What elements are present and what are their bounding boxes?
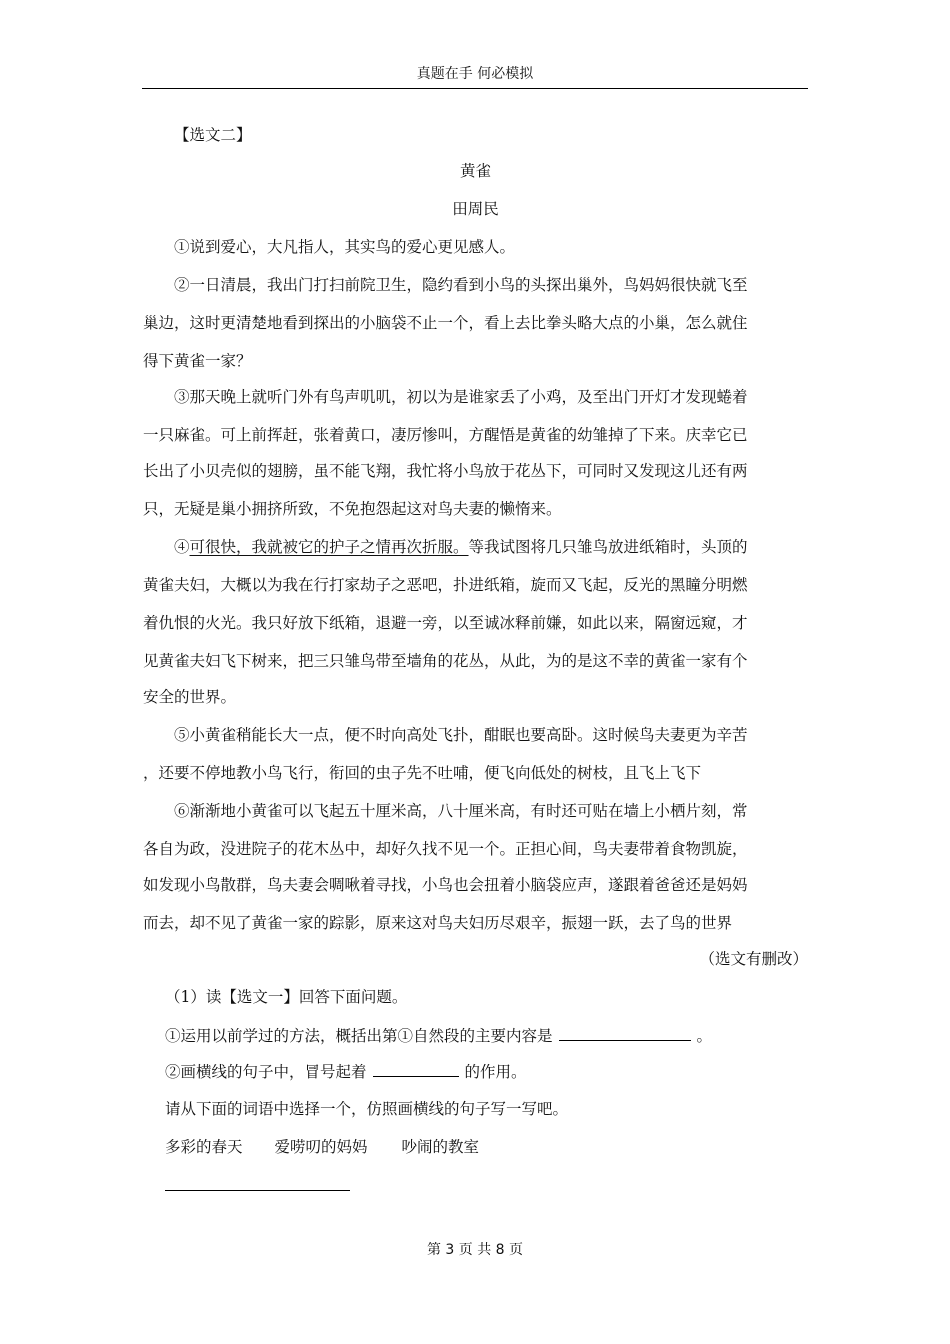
paragraph-3-line: 长出了小贝壳似的翅膀，虽不能飞翔，我忙将小鸟放于花丛下，可同时又发现这儿还有两 (143, 462, 748, 480)
paragraph-4-line: 着仇恨的火光。我只好放下纸箱，退避一旁，以至诚冰释前嫌，如此以来，隔窗远窥，才 (143, 614, 748, 632)
paragraph-2-line: 得下黄雀一家？ (143, 352, 252, 370)
answer-blank[interactable] (373, 1060, 459, 1077)
paragraph-4-line: 安全的世界。 (143, 688, 237, 706)
underlined-sentence: 可很快，我就被它的护子之情再次折服。 (189, 538, 469, 556)
paragraph-4-line: 黄雀夫妇，大概以为我在行打家劫子之恶吧，扑进纸箱，旋而又飞起，反光的黑瞳分明燃 (143, 576, 748, 594)
paragraph-5-line: ⑤小黄雀稍能长大一点，便不时向高处飞扑，酣眠也要高卧。这时候鸟夫妻更为辛苦 (174, 726, 748, 744)
paragraph-2-line: 巢边，这时更清楚地看到探出的小脑袋不止一个，看上去比拳头略大点的小巢，怎么就住 (143, 314, 748, 332)
question-1b-text: ②画横线的句子中，冒号起着 (165, 1063, 367, 1081)
paragraph-3-line: 只，无疑是巢小拥挤所致，不免抱怨起这对鸟夫妻的懒惰来。 (143, 500, 562, 518)
paragraph-3-line: 一只麻雀。可上前挥赶，张着黄口，凄厉惨叫，方醒悟是黄雀的幼雏掉了下来。庆幸它已 (143, 426, 748, 444)
question-1b (165, 1060, 808, 1083)
page-footer: 第 3 页 共 8 页 (426, 1242, 524, 1258)
source-note: （选文有删改） (699, 950, 808, 968)
question-1a (165, 1024, 808, 1047)
word-option: 吵闹的教室 (401, 1138, 480, 1156)
section-label: 【选文二】 (174, 126, 252, 144)
word-options (165, 1136, 808, 1158)
paragraph-4-line: 见黄雀夫妇飞下树来，把三只雏鸟带至墙角的花丛，从此，为的是这不幸的黄雀一家有个 (143, 652, 748, 670)
paragraph-1: ①说到爱心，大凡指人，其实鸟的爱心更见感人。 (174, 238, 516, 256)
header-rule (142, 88, 808, 89)
paragraph-3-line: ③那天晚上就听门外有鸟声叽叽，初以为是谁家丢了小鸡，及至出门开灯才发现蜷着 (174, 388, 748, 406)
word-option: 多彩的春天 (165, 1138, 243, 1156)
paragraph-6-line: 如发现小鸟散群，鸟夫妻会啁啾着寻找，小鸟也会扭着小脑袋应声，遂跟着爸爸还是妈妈 (143, 876, 748, 894)
paragraph-6-line: ⑥渐渐地小黄雀可以飞起五十厘米高，八十厘米高，有时还可贴在墙上小栖片刻，常 (174, 802, 748, 820)
article-author: 田周民 (452, 200, 499, 218)
paragraph-4-rest: 等我试图将几只雏鸟放进纸箱时，头顶的 (468, 538, 748, 556)
word-option: 爱唠叨的妈妈 (274, 1138, 368, 1156)
paragraph-6-line: 各自为政，没进院子的花木丛中，却好久找不见一个。正担心间，鸟夫妻带着食物凯旋， (143, 840, 748, 858)
paragraph-2-line: ②一日清晨，我出门打扫前院卫生，隐约看到小鸟的头探出巢外，鸟妈妈很快就飞至 (174, 276, 748, 294)
paragraph-4-first-line (143, 536, 808, 558)
answer-line[interactable] (165, 1190, 350, 1191)
paragraph-5-line: ，还要不停地教小鸟飞行，衔回的虫子先不吐哺，便飞向低处的树枝，且飞上飞下 (143, 764, 702, 782)
paragraph-4-number: ④ (174, 538, 190, 556)
page-header: 真题在手 何必模拟 (416, 66, 534, 82)
paragraph-6-line: 而去，却不见了黄雀一家的踪影，原来这对鸟夫妇历尽艰辛，振翅一跃，去了鸟的世界 (143, 914, 733, 932)
answer-blank[interactable] (559, 1024, 691, 1041)
question-1a-suffix: 。 (696, 1027, 713, 1045)
article-title: 黄雀 (459, 162, 491, 180)
question-1c: 请从下面的词语中选择一个，仿照画横线的句子写一写吧。 (165, 1100, 569, 1118)
question-1: （1）读【选文一】回答下面问题。 (165, 988, 408, 1006)
question-1a-text: ①运用以前学过的方法，概括出第①自然段的主要内容是 (165, 1027, 553, 1045)
question-1b-suffix: 的作用。 (464, 1063, 527, 1081)
